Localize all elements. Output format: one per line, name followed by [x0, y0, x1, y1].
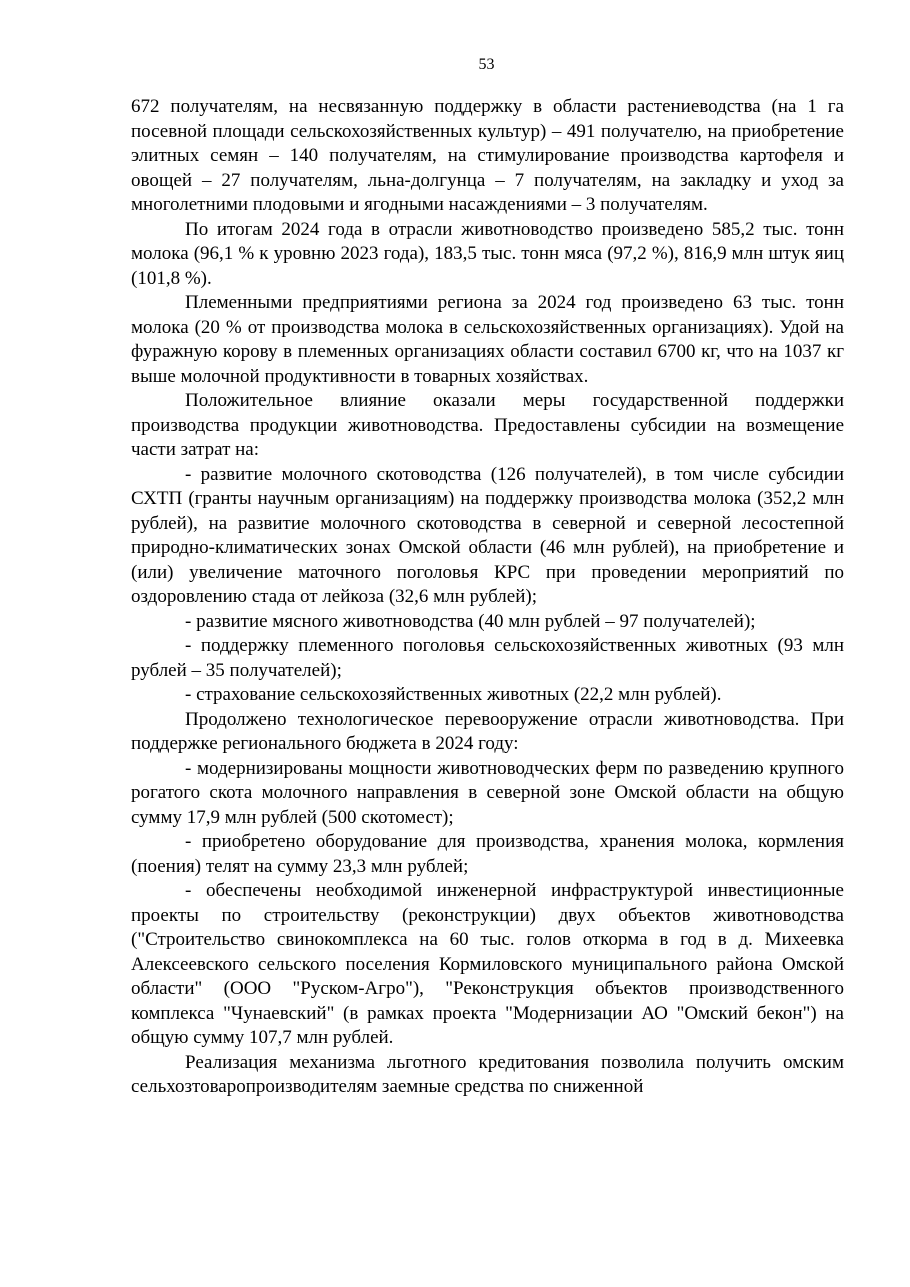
list-item-equipment-purchase: - приобретено оборудование для производства, хранения молока, кормления (поения) телят на сумму 23,3 млн рублей; — [131, 831, 844, 877]
list-item-farm-modernization: - модернизированы мощности животноводческих ферм по разведению крупного рогатого скота молочного направления в северной зоне Омской области на общую сумму 17,9 млн рублей (500 скотомест); — [131, 757, 844, 828]
page-number: 53 — [478, 56, 495, 73]
list-item-dairy-development: - развитие молочного скотоводства (126 получателей), в том числе субсидии СХТП (гранты научным организациям) на поддержку производства молока (352,2 млн рублей), на развитие молочного скотоводства в северной и северной лесостепной природно-климатических зонах Омской области (46 млн рублей), на приобретение и (или) увеличение маточного поголовья КРС при проведении мероприятий по оздоровлению стада от лейкоза (32,6 млн рублей); — [131, 463, 844, 607]
paragraph-crop-support-continued: 672 получателям, на несвязанную поддержку в области растениеводства (на 1 га посевной площади сельскохозяйственных культур) – 491 получателю, на приобретение элитных семян – 140 получателям, на стимулирование производства картофеля и овощей – 27 получателям, льна-долгунца – 7 получателям, на закладку и уход за многолетними плодовыми и ягодными насаждениями – 3 получателям. — [131, 96, 844, 215]
list-item-infrastructure-projects: - обеспечены необходимой инженерной инфраструктурой инвестиционные проекты по строительству (реконструкции) двух объектов животноводства ("Строительство свинокомплекса на 60 тыс. голов откорма в год в д. Михеевка Алексеевского сельского поселения Кормиловского муниципального района Омской области" (ООО "Руском-Агро"), "Реконструкция объектов производственного комплекса "Чунаевский" (в рамках проекта "Модернизации АО "Омский бекон") на общую сумму 107,7 млн рублей. — [131, 880, 844, 1048]
list-item-meat-livestock: - развитие мясного животноводства (40 млн рублей – 97 получателей); — [185, 610, 756, 632]
list-item-animal-insurance: - страхование сельскохозяйственных животных (22,2 млн рублей). — [185, 684, 722, 705]
paragraph-state-support: Положительное влияние оказали меры государственной поддержки производства продукции животноводства. Предоставлены субсидии на возмещение части затрат на: — [131, 390, 844, 460]
paragraph-technical-reequipment: Продолжено технологическое перевооружение отрасли животноводства. При поддержке регионального бюджета в 2024 году: — [131, 708, 844, 754]
paragraph-preferential-lending: Реализация механизма льготного кредитования позволила получить омским сельхозтоваропроизводителям заемные средства по сниженной — [131, 1051, 844, 1097]
paragraph-breeding-enterprises: Племенными предприятиями региона за 2024 год произведено 63 тыс. тонн молока (20 % от производства молока в сельскохозяйственных организациях). Удой на фуражную корову в племенных организациях области составил 6700 кг, что на 1037 кг выше молочной продуктивности в товарных хозяйствах. — [131, 292, 844, 387]
list-item-breeding-stock: - поддержку племенного поголовья сельскохозяйственных животных (93 млн рублей – 35 получателей); — [131, 635, 844, 681]
document-body — [131, 95, 844, 1100]
paragraph-livestock-results: По итогам 2024 года в отрасли животноводство произведено 585,2 тыс. тонн молока (96,1 % к уровню 2023 года), 183,5 тыс. тонн мяса (97,2 %), 816,9 млн штук яиц (101,8 %). — [131, 218, 844, 289]
